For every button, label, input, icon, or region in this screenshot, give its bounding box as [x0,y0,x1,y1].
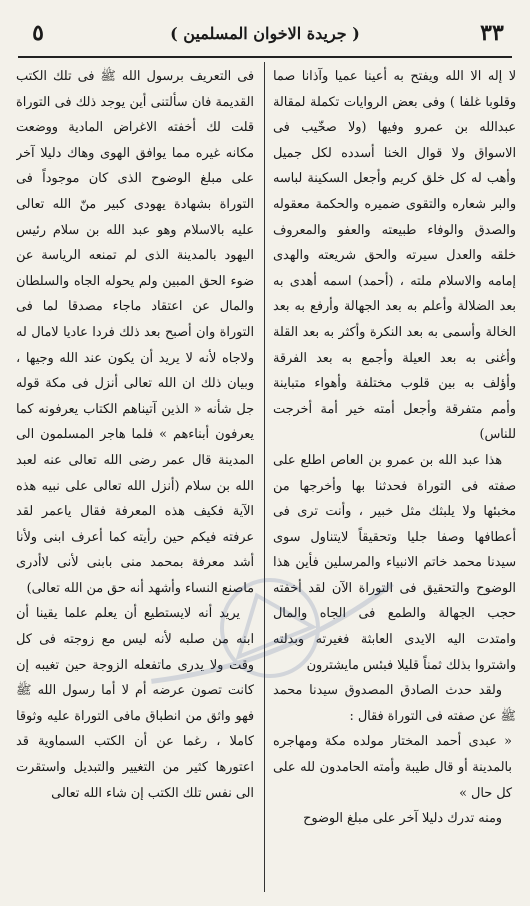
right-paragraph-2: هذا عبد الله بن عمرو بن العاص اطلع على صفته فى التوراة فحدثنا بها وأخرجها من مخبئها ولا يلبثك مثل خبير ، وأنت ترى فى أعطافها وصفا جليا وتحقيقاً لايتناول سوى سيدنا محمد خاتم الانبياء والمرسلين فأين هذا الوضوح والتحقيق فى التوراة الآن لقد أخفته حجب الجهالة والطمع فى الجاه والمال وامتدت اليه الايدى العابثة فغيرته وبدلته واشتروا بذلك ثمناً قليلا فبئس مايشترون [273,452,516,673]
page-number-left: ٥ [32,20,44,46]
page-number-right: ٣٣ [480,20,504,46]
newspaper-title: ( جريدة الاخوان المسلمين ) [170,23,360,43]
right-paragraph-5: ومنه تدرك دليلا آخر على مبلغ الوضوح [303,811,502,827]
page-header [18,18,512,48]
column-divider [264,62,265,892]
right-column [273,64,516,892]
left-paragraph-1: فى التعريف برسول الله ﷺ فى تلك الكتب القديمة فان سألتنى أين يوجد ذلك فى التوراة قلت لك أخفته الاغراض المادية ووضعت مكانه غيره مما يوافق الهوى وهاك دليلا آخر على مبلغ الوضوح الذى كان موجوداً فى التوراة بشهادة يهودى كبير منّ الله تعالى عليه بالاسلام وهو عبد الله بن سلام رئيس اليهود بالمدينة الذى لم تمنعه الرياسة عن ضوء الحق المبين ولم يحوله الجاه والسلطان والمال عن اعتقاد ماجاء مصدقا لما فى التوراة وان أصبح بعد ذلك فردا عاديا لامال له ولاجاه لأنه لا يريد أن يكون عند الله وجيها ، وبيان ذلك ان الله تعالى أنزل فى مكة قوله جل شأنه « الذين آتيناهم الكتاب يعرفونه كما يعرفون أبناءهم » فلما هاجر المسلمون الى المدينة قال عمر رضى الله تعالى عنه لعبد الله بن سلام (أنزل الله تعالى على نبيه هذه الآية فكيف هذه المعرفة فقال ياعمر لقد عرفته فيكم حين رأيته كما أعرف ابنى ولأنا أشد معرفة بمحمد منى بابنى لأنى لاأدرى ماصنع النساء وأشهد أنه حق من الله تعالى) [16,69,254,596]
right-quote-hadith: « عبدى أحمد المختار مولده مكة ومهاجره بالمدينة أو قال طيبة وأمته الحامدون لله على كل حال » [273,734,512,801]
right-paragraph-1: لا إله الا الله ويفتح به أعينا عميا وآذانا صما وقلوبا غلفا ) وفى بعض الروايات تكملة لمقالة عبدالله بن عمرو وفيها (ولا صخّيب فى الاسواق ولا قوال الخنا أسدده لكل جميل وأهب له كل خلق كريم وأجعل السكينة لباسه والبر شعاره والتقوى ضميره والحكمة معقوله والصدق والوفاء طبيعته والعفو والمعروف خلقه والعدل سيرته والحق شريعته والهدى إمامه والاسلام ملته ، (أحمد) اسمه أهدى به بعد الضلالة وأعلم به بعد الجهالة وأرفع به بعد الخالة وأسمى به بعد النكرة وأكثر به بعد القلة وأغنى به بعد العيلة وأجمع به بعد الفرقة وأؤلف به بين قلوب مختلفة وأهواء متباينة وأمم متفرقة وأجعل أمته خير أمة أخرجت للناس) [273,69,516,443]
left-column [16,64,254,892]
header-rule [18,56,512,58]
right-paragraph-3: ولقد حدث الصادق المصدوق سيدنا محمد ﷺ عن صفته فى التوراة فقال : [273,683,516,724]
left-paragraph-2: يريد أنه لايستطيع أن يعلم علما يقينا أن ابنه من صلبه لأنه ليس مع زوجته فى كل وقت ولا يدرى ماتفعله الزوجة حين تغيبه إن كانت تصون عرضه أم لا أما رسول الله ﷺ فهو واثق من انطباق مافى التوراة عليه وثوقا كاملا ، رغما عن أن الكتب السماوية قد اعتورها كثير من التغيير والتبديل واستقرت الى نفس تلك الكتب إن شاء الله تعالى [16,606,254,801]
